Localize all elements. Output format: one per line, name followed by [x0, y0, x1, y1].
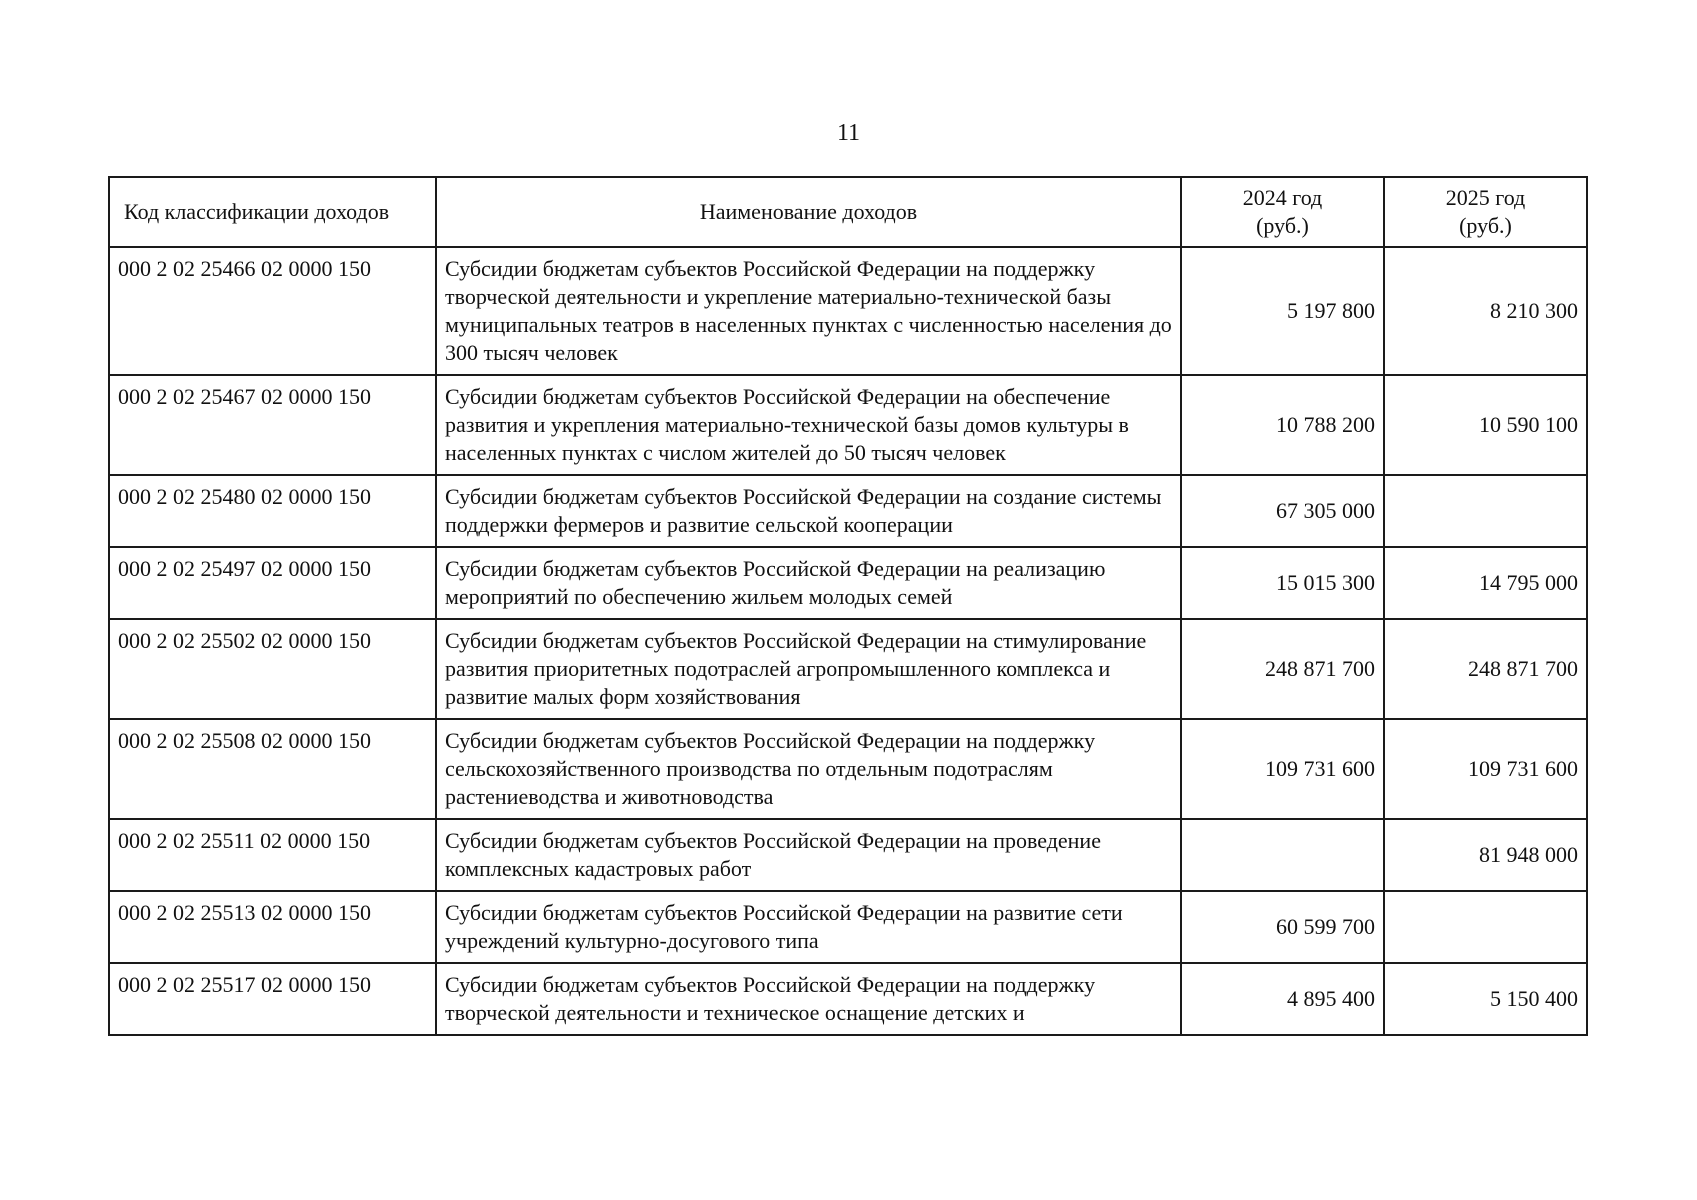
row-code: 000 2 02 25502 02 0000 150 [109, 619, 436, 719]
header-2024-unit: (руб.) [1256, 213, 1309, 238]
revenue-table [108, 176, 1588, 1036]
header-row [109, 177, 1587, 247]
table-row [109, 547, 1587, 619]
row-value-2024 [1181, 819, 1384, 891]
table-row [109, 963, 1587, 1035]
row-value-2025: 10 590 100 [1384, 375, 1587, 475]
revenue-table-container [108, 176, 1586, 1036]
row-value-2025: 5 150 400 [1384, 963, 1587, 1035]
row-name: Субсидии бюджетам субъектов Российской Федерации на проведение комплексных кадастровых работ [436, 819, 1181, 891]
page-number: 11 [836, 120, 861, 146]
row-value-2025: 81 948 000 [1384, 819, 1587, 891]
row-value-2024: 15 015 300 [1181, 547, 1384, 619]
row-value-2024: 67 305 000 [1181, 475, 1384, 547]
row-value-2025 [1384, 475, 1587, 547]
row-value-2025: 14 795 000 [1384, 547, 1587, 619]
row-value-2024: 60 599 700 [1181, 891, 1384, 963]
row-value-2024: 10 788 200 [1181, 375, 1384, 475]
row-code: 000 2 02 25467 02 0000 150 [109, 375, 436, 475]
row-code: 000 2 02 25497 02 0000 150 [109, 547, 436, 619]
row-value-2024: 4 895 400 [1181, 963, 1384, 1035]
row-name: Субсидии бюджетам субъектов Российской Федерации на реализацию мероприятий по обеспечению жильем молодых семей [436, 547, 1181, 619]
row-name: Субсидии бюджетам субъектов Российской Федерации на поддержку творческой деятельности и укрепление материально-технической базы муниципальных театров в населенных пунктах с численностью населения до 300 тысяч человек [436, 247, 1181, 375]
row-name: Субсидии бюджетам субъектов Российской Федерации на создание системы поддержки фермеров и развитие сельской кооперации [436, 475, 1181, 547]
table-row [109, 475, 1587, 547]
row-value-2024: 248 871 700 [1181, 619, 1384, 719]
row-code: 000 2 02 25511 02 0000 150 [109, 819, 436, 891]
row-value-2025: 248 871 700 [1384, 619, 1587, 719]
table-row [109, 619, 1587, 719]
header-code: Код классификации доходов [109, 177, 436, 247]
row-name: Субсидии бюджетам субъектов Российской Федерации на поддержку творческой деятельности и техническое оснащение детских и [436, 963, 1181, 1035]
row-value-2025: 109 731 600 [1384, 719, 1587, 819]
row-code: 000 2 02 25517 02 0000 150 [109, 963, 436, 1035]
header-name: Наименование доходов [436, 177, 1181, 247]
table-row [109, 247, 1587, 375]
row-code: 000 2 02 25513 02 0000 150 [109, 891, 436, 963]
header-2025-unit: (руб.) [1459, 213, 1512, 238]
table-body [109, 247, 1587, 1035]
table-row [109, 891, 1587, 963]
row-value-2024: 5 197 800 [1181, 247, 1384, 375]
row-code: 000 2 02 25480 02 0000 150 [109, 475, 436, 547]
row-code: 000 2 02 25508 02 0000 150 [109, 719, 436, 819]
row-value-2025 [1384, 891, 1587, 963]
row-value-2024: 109 731 600 [1181, 719, 1384, 819]
table-row [109, 375, 1587, 475]
row-name: Субсидии бюджетам субъектов Российской Федерации на развитие сети учреждений культурно-досугового типа [436, 891, 1181, 963]
row-name: Субсидии бюджетам субъектов Российской Федерации на стимулирование развития приоритетных подотраслей агропромышленного комплекса и развитие малых форм хозяйствования [436, 619, 1181, 719]
row-name: Субсидии бюджетам субъектов Российской Федерации на обеспечение развития и укрепления материально-технической базы домов культуры в населенных пунктах с числом жителей до 50 тысяч человек [436, 375, 1181, 475]
table-row [109, 819, 1587, 891]
header-2024 [1181, 177, 1384, 247]
table-header [109, 177, 1587, 247]
row-value-2025: 8 210 300 [1384, 247, 1587, 375]
table-row [109, 719, 1587, 819]
row-name: Субсидии бюджетам субъектов Российской Федерации на поддержку сельскохозяйственного производства по отдельным подотраслям растениеводства и животноводства [436, 719, 1181, 819]
row-code: 000 2 02 25466 02 0000 150 [109, 247, 436, 375]
header-2025-year: 2025 год [1445, 185, 1526, 210]
header-2025 [1384, 177, 1587, 247]
header-2024-year: 2024 год [1242, 185, 1323, 210]
